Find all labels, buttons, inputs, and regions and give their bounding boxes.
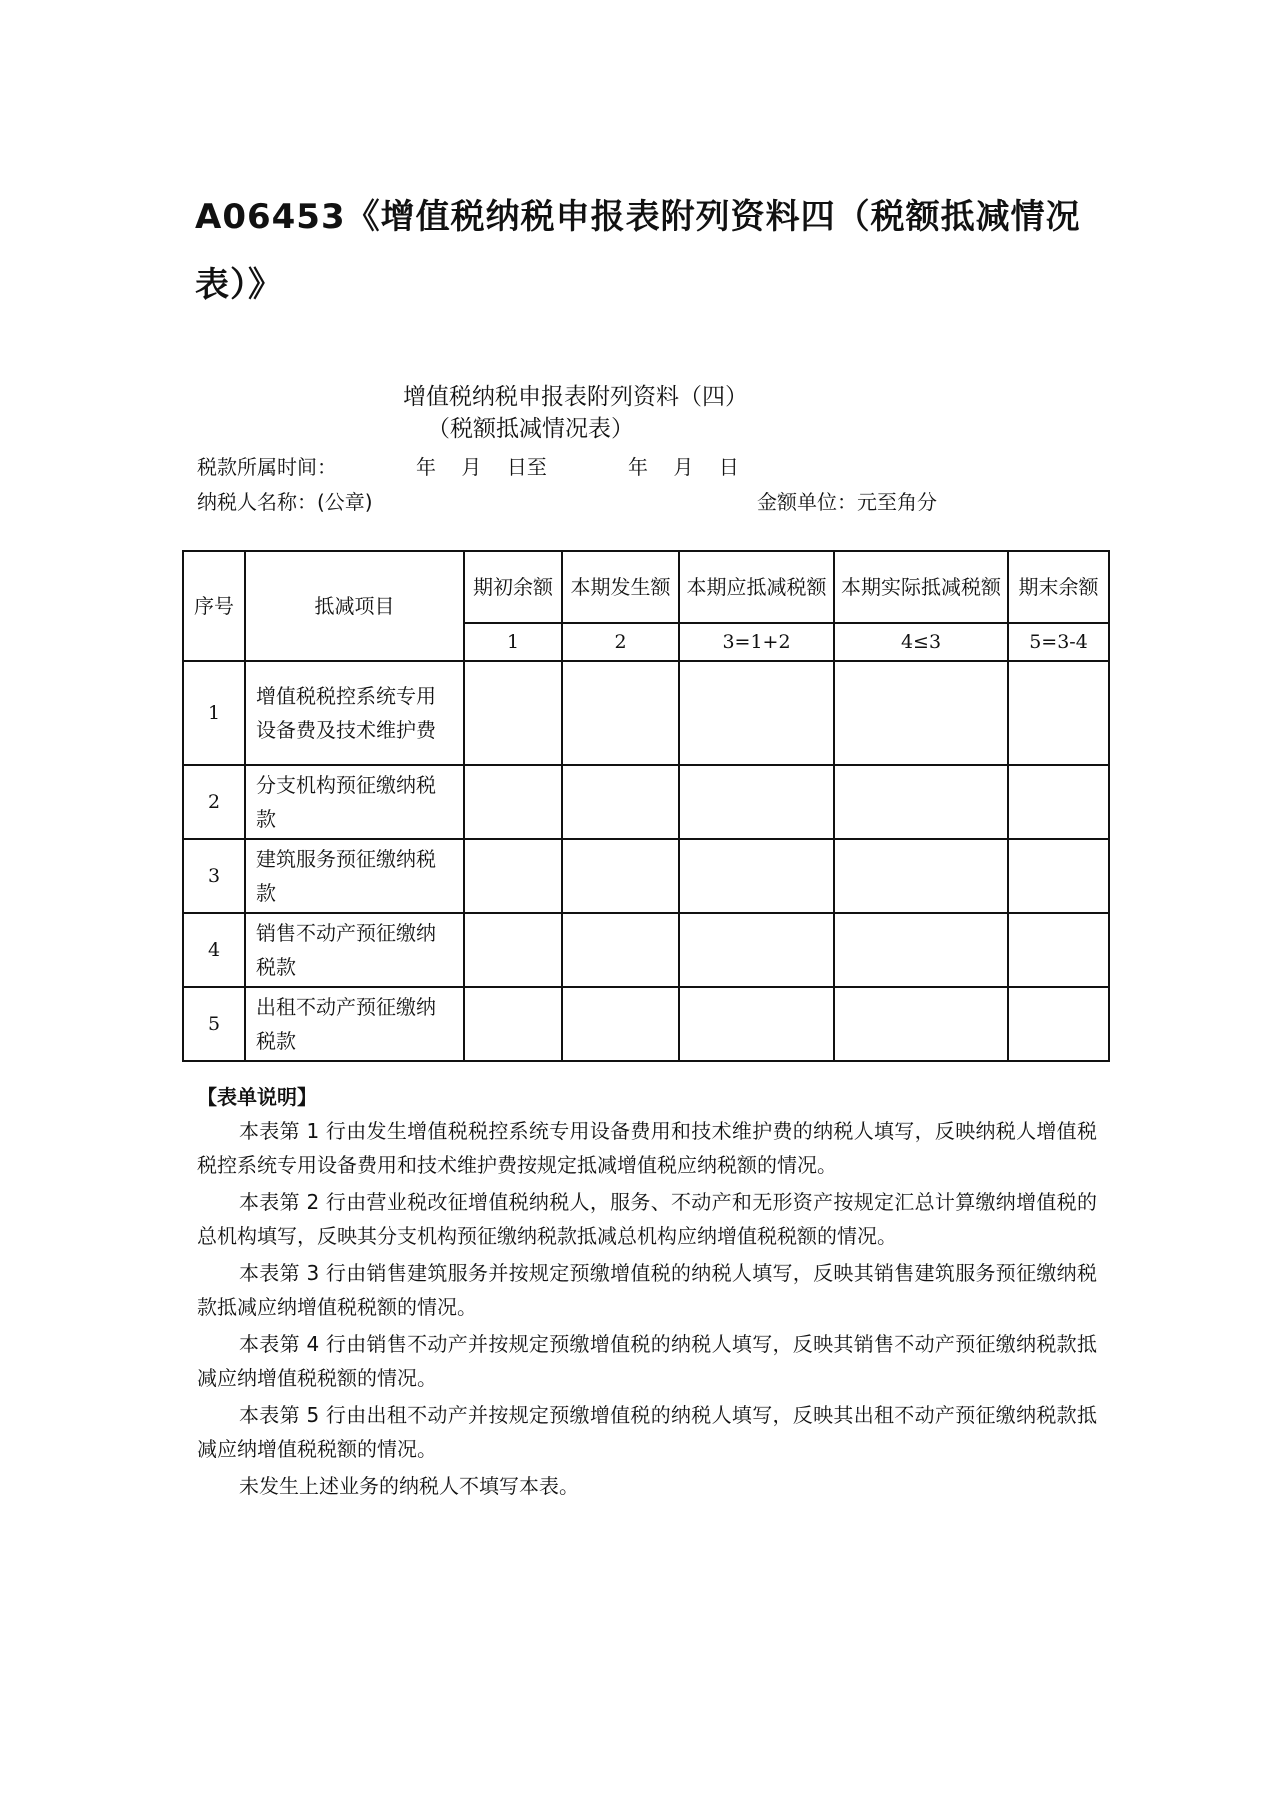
row-item: 分支机构预征缴纳税款 <box>245 765 464 839</box>
row-seq: 1 <box>183 661 245 765</box>
amount-cell[interactable] <box>1008 839 1109 913</box>
column-number: 5=3-4 <box>1008 623 1109 661</box>
amount-unit-label: 金额单位：元至角分 <box>757 490 937 514</box>
tax-period-start: 年 月 日至 <box>416 455 547 479</box>
amount-cell[interactable] <box>464 987 562 1061</box>
amount-cell[interactable] <box>562 913 679 987</box>
header-seq: 序号 <box>183 551 245 661</box>
row-seq: 5 <box>183 987 245 1061</box>
header-opening-balance: 期初余额 <box>464 551 562 623</box>
row-item: 销售不动产预征缴纳税款 <box>245 913 464 987</box>
amount-cell[interactable] <box>834 913 1008 987</box>
table-row <box>183 661 1109 765</box>
column-number: 4≤3 <box>834 623 1008 661</box>
header-current-actual: 本期实际抵减税额 <box>834 551 1008 623</box>
amount-cell[interactable] <box>464 661 562 765</box>
amount-cell[interactable] <box>834 765 1008 839</box>
amount-cell[interactable] <box>1008 987 1109 1061</box>
table-row <box>183 839 1109 913</box>
table-header-row <box>183 551 1109 623</box>
amount-cell[interactable] <box>1008 913 1109 987</box>
form-title: 增值税纳税申报表附列资料（四） <box>403 384 748 410</box>
instruction-paragraph: 未发生上述业务的纳税人不填写本表。 <box>239 1474 579 1498</box>
instruction-paragraph: 本表第 3 行由销售建筑服务并按规定预缴增值税的纳税人填写，反映其销售建筑服务预征缴纳税款抵减应纳增值税税额的情况。 <box>197 1261 1097 1319</box>
instruction-paragraph: 本表第 1 行由发生增值税税控系统专用设备费用和技术维护费的纳税人填写，反映纳税人增值税税控系统专用设备费用和技术维护费按规定抵减增值税应纳税额的情况。 <box>197 1119 1097 1177</box>
tax-period-label: 税款所属时间： <box>197 455 337 479</box>
amount-cell[interactable] <box>679 765 834 839</box>
row-seq: 2 <box>183 765 245 839</box>
amount-cell[interactable] <box>1008 765 1109 839</box>
instructions-heading: 【表单说明】 <box>197 1085 317 1109</box>
row-seq: 4 <box>183 913 245 987</box>
tax-deduction-table <box>182 550 1110 1062</box>
header-item: 抵减项目 <box>245 551 464 661</box>
taxpayer-name-label: 纳税人名称：(公章) <box>197 490 373 514</box>
header-current-deductible: 本期应抵减税额 <box>679 551 834 623</box>
column-number: 3=1+2 <box>679 623 834 661</box>
amount-cell[interactable] <box>834 661 1008 765</box>
column-number: 1 <box>464 623 562 661</box>
amount-cell[interactable] <box>464 913 562 987</box>
amount-cell[interactable] <box>1008 661 1109 765</box>
row-seq: 3 <box>183 839 245 913</box>
amount-cell[interactable] <box>679 661 834 765</box>
header-closing-balance: 期末余额 <box>1008 551 1109 623</box>
amount-cell[interactable] <box>679 987 834 1061</box>
table-row <box>183 913 1109 987</box>
amount-cell[interactable] <box>834 987 1008 1061</box>
row-item: 建筑服务预征缴纳税款 <box>245 839 464 913</box>
form-subtitle: （税额抵减情况表） <box>427 416 634 442</box>
tax-period-end: 年 月 日 <box>628 455 739 479</box>
amount-cell[interactable] <box>679 839 834 913</box>
column-number: 2 <box>562 623 679 661</box>
amount-cell[interactable] <box>562 987 679 1061</box>
amount-cell[interactable] <box>562 765 679 839</box>
header-current-incurred: 本期发生额 <box>562 551 679 623</box>
form-instructions <box>197 1080 1097 1506</box>
amount-cell[interactable] <box>464 765 562 839</box>
table-row <box>183 765 1109 839</box>
page-title: A06453《增值税纳税申报表附列资料四（税额抵减情况表）》 <box>195 197 1081 305</box>
amount-cell[interactable] <box>464 839 562 913</box>
amount-cell[interactable] <box>834 839 1008 913</box>
table-row <box>183 987 1109 1061</box>
instruction-paragraph: 本表第 2 行由营业税改征增值税纳税人，服务、不动产和无形资产按规定汇总计算缴纳增值税的总机构填写，反映其分支机构预征缴纳税款抵减总机构应纳增值税税额的情况。 <box>197 1190 1097 1248</box>
row-item: 增值税税控系统专用设备费及技术维护费 <box>245 661 464 765</box>
amount-cell[interactable] <box>562 839 679 913</box>
instruction-paragraph: 本表第 5 行由出租不动产并按规定预缴增值税的纳税人填写，反映其出租不动产预征缴纳税款抵减应纳增值税税额的情况。 <box>197 1403 1097 1461</box>
amount-cell[interactable] <box>679 913 834 987</box>
instruction-paragraph: 本表第 4 行由销售不动产并按规定预缴增值税的纳税人填写，反映其销售不动产预征缴纳税款抵减应纳增值税税额的情况。 <box>197 1332 1097 1390</box>
amount-cell[interactable] <box>562 661 679 765</box>
row-item: 出租不动产预征缴纳税款 <box>245 987 464 1061</box>
